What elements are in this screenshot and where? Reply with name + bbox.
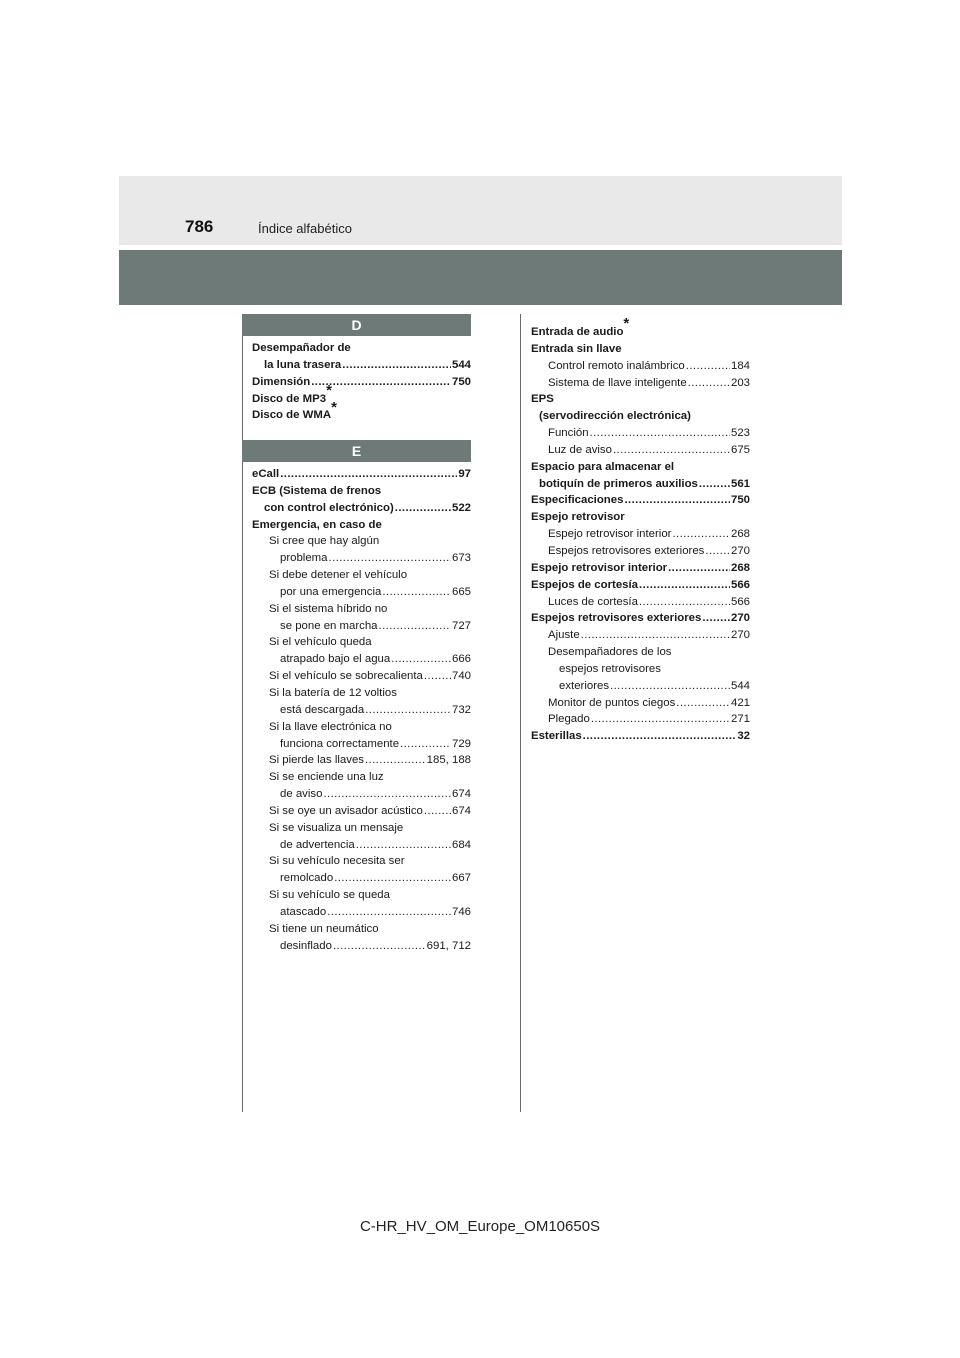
page-ref[interactable]: 674: [451, 804, 471, 817]
index-subentry: remolcado ..... 667: [252, 870, 471, 887]
index-entry: Espejo retrovisor interior ..... 268: [531, 560, 750, 577]
index-column-d: [252, 340, 471, 424]
page-ref[interactable]: 566: [730, 578, 750, 591]
page-ref[interactable]: 691, 712: [426, 939, 471, 952]
index-subentry: Espejos retrovisores exteriores ..... 270: [531, 543, 750, 560]
page-ref[interactable]: 544: [451, 358, 471, 371]
asterisk-mark: *: [331, 398, 337, 416]
index-entry: la luna trasera ..... 544: [252, 357, 471, 374]
page-ref[interactable]: 270: [730, 544, 750, 557]
page-ref[interactable]: 727: [451, 619, 471, 632]
index-subentry: Si se visualiza un mensaje: [269, 821, 404, 834]
page-ref[interactable]: 684: [451, 838, 471, 851]
index-entry: Desempañador de: [252, 342, 351, 354]
index-entry: botiquín de primeros auxilios ..... 561: [531, 476, 750, 493]
index-subentry: Si el sistema híbrido no: [269, 602, 388, 615]
index-subentry: Si su vehículo se queda: [269, 889, 390, 902]
index-entry: Espejos retrovisores exteriores ..... 270: [531, 610, 750, 627]
page-ref[interactable]: 674: [451, 788, 471, 801]
page-ref[interactable]: 666: [451, 653, 471, 666]
index-subentry: atascado ..... 746: [252, 904, 471, 921]
footer-document-id: C-HR_HV_OM_Europe_OM10650S: [359, 1218, 601, 1235]
index-subentry: Espejo retrovisor interior ..... 268: [531, 526, 750, 543]
page-ref[interactable]: 522: [451, 501, 471, 514]
page-ref[interactable]: 421: [730, 696, 750, 709]
index-subentry: espejos retrovisores: [559, 662, 661, 675]
page-ref[interactable]: 185, 188: [426, 754, 471, 767]
index-entry: Especificaciones ..... 750: [531, 492, 750, 509]
page-ref[interactable]: 270: [730, 629, 750, 642]
index-subentry: Ajuste ..... 270: [531, 627, 750, 644]
index-entry: Entrada sin llave: [531, 342, 622, 355]
header-band: [119, 176, 842, 245]
left-column-rule: [242, 314, 243, 1112]
index-subentry: Si la llave electrónica no: [269, 720, 392, 733]
index-entry: Espejo retrovisor: [531, 511, 625, 524]
index-subentry: Si se enciende una luz: [269, 771, 384, 784]
index-subentry: atrapado bajo el agua ..... 666: [252, 651, 471, 668]
index-entry: Esterillas ..... 32: [531, 728, 750, 745]
index-entry: Espejos de cortesía ..... 566: [531, 577, 750, 594]
index-entry: Emergencia, en caso de: [252, 518, 382, 531]
index-subentry: Monitor de puntos ciegos ..... 421: [531, 695, 750, 712]
page-ref[interactable]: 740: [451, 670, 471, 683]
index-subentry: Plegado ..... 271: [531, 711, 750, 728]
index-subentry: Si debe detener el vehículo: [269, 569, 408, 582]
index-subentry: se pone en marcha ..... 727: [252, 618, 471, 635]
page-ref[interactable]: 271: [730, 713, 750, 726]
index-subentry: por una emergencia ..... 665: [252, 584, 471, 601]
page-ref[interactable]: 184: [730, 359, 750, 372]
index-subentry: Si el vehículo queda: [269, 636, 372, 649]
index-entry: (servodirección electrónica): [539, 410, 691, 423]
page-ref[interactable]: 97: [458, 468, 471, 480]
asterisk-mark: *: [326, 381, 332, 399]
index-entry: ECB (Sistema de frenos: [252, 484, 382, 497]
page-ref[interactable]: 732: [451, 703, 471, 716]
index-subentry: Si el vehículo se sobrecalienta ..... 740: [252, 668, 471, 685]
index-subentry: está descargada ..... 732: [252, 702, 471, 719]
header-bar: [119, 250, 842, 305]
page-ref[interactable]: 32: [737, 730, 750, 743]
page-ref[interactable]: 750: [730, 494, 750, 507]
index-subentry: de aviso ..... 674: [252, 786, 471, 803]
page-ref[interactable]: 729: [451, 737, 471, 750]
index-subentry: Luz de aviso ..... 675: [531, 442, 750, 459]
index-entry: Entrada de audio*: [531, 315, 630, 338]
page-ref[interactable]: 270: [730, 612, 750, 625]
index-subentry: problema ..... 673: [252, 550, 471, 567]
index-subentry: Función ..... 523: [531, 425, 750, 442]
page-number: 786: [185, 217, 214, 236]
page-ref[interactable]: 675: [730, 443, 750, 456]
index-entry: Dimensión ..... 750: [252, 374, 471, 391]
section-letter-d: D: [242, 314, 471, 336]
right-column-rule: [520, 314, 521, 1112]
index-subentry: exteriores ..... 544: [531, 678, 750, 695]
index-entry: Disco de MP3*: [252, 381, 332, 405]
index-column-e: [252, 466, 471, 954]
page-ref[interactable]: 665: [451, 585, 471, 598]
index-subentry: Si tiene un neumático: [269, 922, 379, 935]
index-subentry: Si cree que hay algún: [269, 535, 380, 548]
page-ref[interactable]: 561: [730, 477, 750, 490]
index-entry: con control electrónico) ..... 522: [252, 500, 471, 517]
index-subentry: Si pierde las llaves ..... 185, 188: [252, 752, 471, 769]
index-subentry: Si la batería de 12 voltios: [269, 686, 397, 699]
index-subentry: Si su vehículo necesita ser: [269, 855, 405, 868]
page-ref[interactable]: 673: [451, 552, 471, 565]
page-ref[interactable]: 544: [730, 679, 750, 692]
page-ref[interactable]: 203: [730, 376, 750, 389]
asterisk-mark: *: [623, 315, 630, 333]
index-subentry: Desempañadores de los: [548, 646, 672, 659]
index-subentry: Control remoto inalámbrico ..... 184: [531, 358, 750, 375]
page-ref[interactable]: 566: [730, 595, 750, 608]
index-entry: Disco de WMA*: [252, 398, 337, 422]
index-subentry: Sistema de llave inteligente ..... 203: [531, 375, 750, 392]
page-ref[interactable]: 667: [451, 872, 471, 885]
page-ref[interactable]: 268: [730, 561, 750, 574]
page-ref[interactable]: 746: [451, 905, 471, 918]
index-subentry: desinflado ..... 691, 712: [252, 938, 471, 955]
index-subentry: Si se oye un avisador acústico ..... 674: [252, 803, 471, 820]
index-entry: Espacio para almacenar el: [531, 460, 675, 473]
index-column-right: [531, 315, 750, 745]
section-letter-e: E: [242, 440, 471, 462]
page-ref[interactable]: 268: [730, 528, 750, 541]
page-ref[interactable]: 750: [451, 375, 471, 388]
index-subentry: Luces de cortesía ..... 566: [531, 594, 750, 611]
page-ref[interactable]: 523: [730, 427, 750, 440]
section-title: Índice alfabético: [258, 221, 352, 236]
index-subentry: funciona correctamente ..... 729: [252, 736, 471, 753]
index-subentry: de advertencia ..... 684: [252, 837, 471, 854]
index-entry: eCall ..... 97: [252, 466, 471, 483]
index-entry: EPS: [531, 393, 554, 406]
